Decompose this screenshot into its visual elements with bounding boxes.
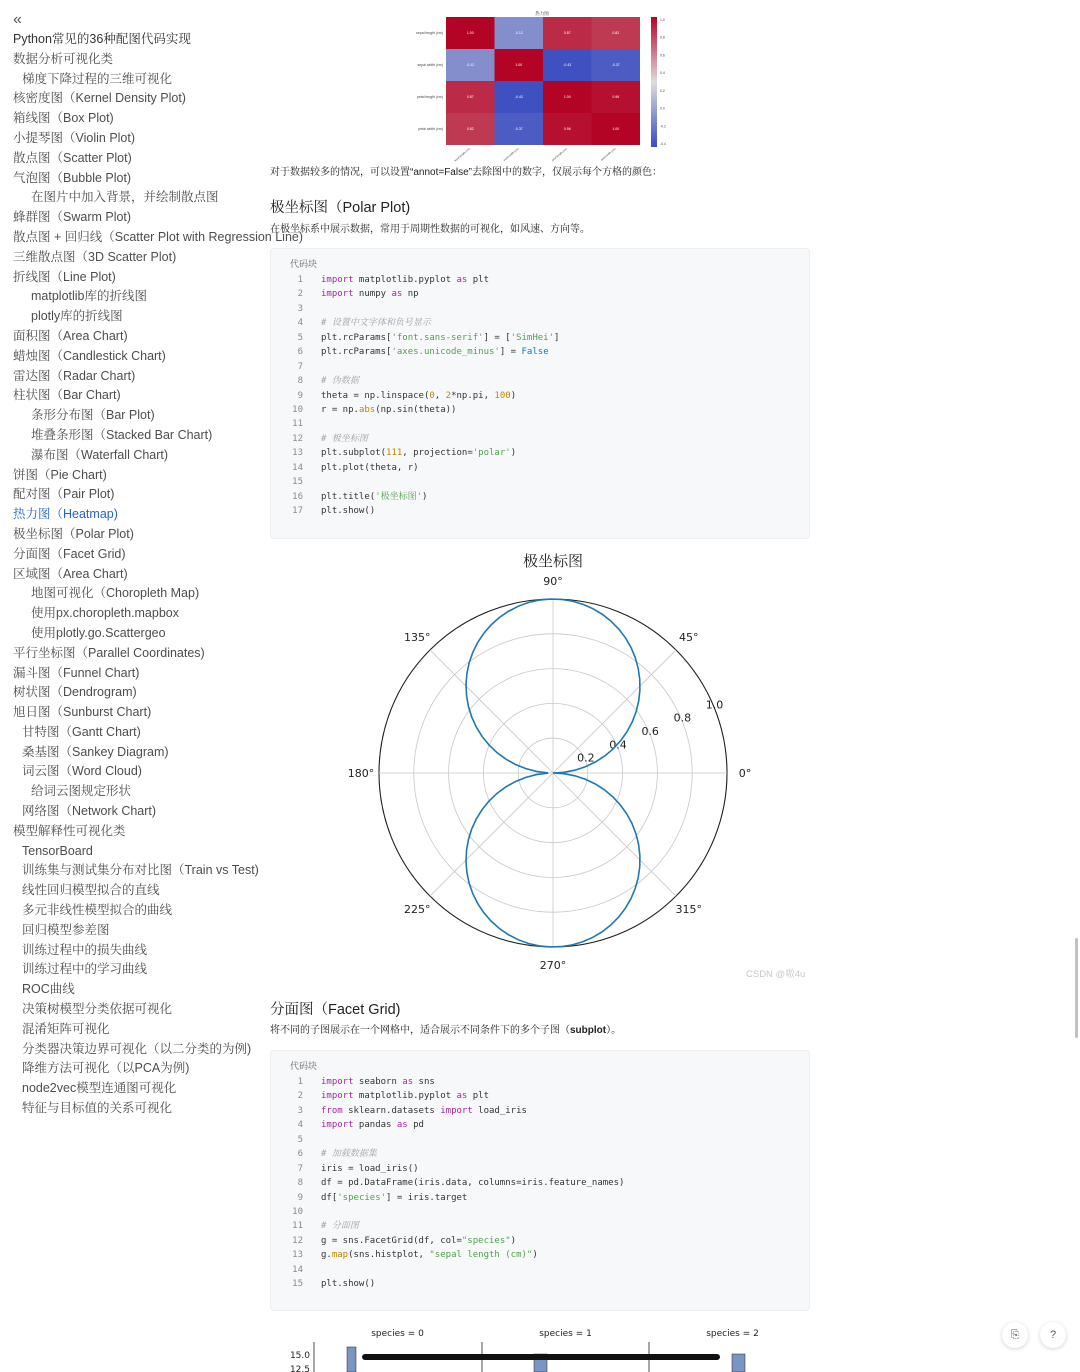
line-number: 11 (292, 419, 303, 430)
heatmap-cell-label: -0.37 (611, 63, 620, 67)
polar-radial-tick: 0.8 (673, 711, 692, 725)
line-number: 10 (292, 1206, 303, 1217)
toc-item[interactable]: 桑基图（Sankey Diagram) (22, 744, 169, 759)
colorbar-tick-label: 0.6 (660, 53, 665, 58)
line-number: 11 (292, 1221, 303, 1232)
polar-chart (330, 545, 770, 985)
code-line (287, 1133, 809, 1147)
line-number: 1 (297, 1077, 303, 1087)
line-number: 13 (292, 1250, 303, 1261)
heatmap-cell-label: -0.12 (466, 63, 475, 67)
toc-item[interactable]: 决策树模型分类依据可视化 (22, 1002, 173, 1017)
code-token: ) (532, 1250, 538, 1261)
heatmap-cell-label: -0.37 (514, 127, 523, 131)
polar-angle-label: 315° (675, 902, 703, 916)
toc-item[interactable]: 饼图（Pie Chart) (13, 467, 107, 482)
toc-item[interactable]: 网络图（Network Chart) (22, 804, 157, 819)
code-token: as (391, 289, 403, 300)
heatmap-colorbar (651, 17, 657, 147)
code-token: theta = np.linspace( (321, 390, 430, 401)
toc-item[interactable]: 甘特图（Gantt Chart) (22, 724, 141, 739)
code-token: 'SimHei' (510, 332, 555, 343)
colorbar-tick-label: 1.0 (660, 18, 665, 22)
line-number: 9 (297, 390, 303, 401)
code-token: sklearn.datasets (342, 1105, 441, 1116)
line-number: 8 (297, 1178, 303, 1189)
heatmap-cell-label: 0.96 (563, 127, 571, 131)
code-token: seaborn (353, 1077, 403, 1087)
toc-item[interactable]: 使用px.choropleth.mapbox (31, 606, 179, 621)
toc-item[interactable]: 箱线图（Box Plot) (13, 111, 114, 126)
toc-item[interactable]: 面积图（Area Chart) (13, 328, 128, 343)
copy-icon[interactable]: ⎘ (1002, 1322, 1028, 1348)
code-line (287, 374, 809, 388)
toc-item[interactable]: 训练过程中的损失曲线 (22, 942, 148, 957)
heatmap-cell-label: 0.87 (563, 31, 571, 35)
code-line (287, 461, 809, 475)
line-number: 15 (292, 477, 303, 488)
code-token: map (331, 1250, 349, 1261)
polar-chart-title: 极坐标图 (522, 552, 584, 570)
code-line (287, 331, 809, 345)
heatmap-col-label: sepal width (cm) (502, 147, 520, 162)
code-token: ) (510, 448, 517, 459)
polar-description: 在极坐标系中展示数据，常用于周期性数据的可视化，如风速、方向等。 (270, 224, 590, 235)
toc-item[interactable]: 在图片中加入背景，并绘制散点图 (31, 190, 219, 205)
line-number: 12 (292, 433, 303, 444)
code-token: as (396, 1120, 408, 1131)
code-line (287, 389, 809, 403)
article-content (270, 0, 810, 1372)
facet-panel-title: species = 2 (706, 1329, 759, 1339)
code-line (287, 1248, 809, 1262)
code-token: numpy (353, 289, 392, 300)
polar-angle-gridline (430, 650, 553, 773)
help-icon[interactable]: ? (1040, 1322, 1066, 1348)
toc-item[interactable]: TensorBoard (22, 843, 93, 858)
toc-item[interactable]: 词云图（Word Cloud) (22, 764, 142, 779)
code-line (287, 1263, 809, 1277)
facet-panel-title: species = 1 (539, 1329, 592, 1339)
code-line (287, 1089, 809, 1103)
toc-item[interactable]: 漏斗图（Funnel Chart) (13, 665, 140, 680)
line-number: 16 (292, 491, 303, 502)
toc-item[interactable]: 散点图 + 回归线（Scatter Plot with Regression Line) (13, 229, 304, 244)
code-token: , (434, 390, 446, 401)
line-number: 3 (297, 303, 303, 314)
polar-radial-tick: 0.6 (641, 725, 659, 739)
page-scrollbar-thumb[interactable] (1075, 938, 1078, 1038)
line-number: 2 (297, 1091, 303, 1102)
code-token: as (456, 275, 468, 285)
facet-panel-title: species = 0 (371, 1329, 424, 1339)
heatmap-note: 对于数据较多的情况，可以设置“annot=False”去除图中的数字，仅展示每个方格的颜色： (270, 167, 662, 178)
code-token: '极坐标图' (375, 491, 423, 502)
toc-item[interactable]: 给词云图规定形状 (31, 784, 132, 799)
code-token: # 分面图 (321, 1221, 359, 1232)
facet-desc-end: ）。 (606, 1025, 622, 1036)
toc-item[interactable]: 配对图（Pair Plot) (13, 487, 115, 502)
toc-item[interactable]: 使用plotly.go.Scattergeo (31, 625, 166, 640)
colorbar-tick-label: 0.4 (660, 71, 665, 76)
line-number: 5 (297, 332, 303, 343)
code-token: *np.pi, (451, 390, 495, 401)
code-token: plt (467, 1091, 489, 1102)
toc-item[interactable]: 数据分析可视化类 (13, 51, 114, 66)
code-token: # 伪数据 (321, 376, 359, 387)
code-token: np (402, 289, 419, 300)
colorbar-tick-label: 0.2 (660, 88, 665, 93)
heatmap-row-label: sepal length (cm) (416, 31, 443, 35)
line-number: 4 (297, 318, 303, 329)
code-token: 'axes.unicode_minus' (391, 347, 500, 358)
code-line (287, 1277, 809, 1291)
polar-radial-tick: 0.2 (577, 751, 595, 765)
facet-code-block[interactable] (270, 1050, 810, 1311)
code-token: 0 (429, 390, 435, 401)
code-block-label: 代码块 (290, 1061, 318, 1071)
toc-item[interactable]: 模型解释性可视化类 (13, 823, 126, 838)
code-line (287, 1075, 809, 1089)
code-token: "sepal length (cm)" (429, 1250, 533, 1261)
line-number: 1 (297, 275, 303, 285)
toc-item[interactable]: 分面图（Facet Grid) (13, 546, 126, 561)
code-line (287, 432, 809, 446)
code-token: 2 (445, 390, 452, 401)
line-number: 14 (292, 462, 303, 473)
code-token: (np.sin(theta)) (375, 404, 457, 415)
toc-item[interactable]: node2vec模型连通图可视化 (22, 1081, 177, 1096)
code-token: "species" (461, 1235, 511, 1246)
csdn-watermark: CSDN @嗷4u (746, 969, 806, 980)
code-line (287, 273, 809, 287)
colorbar-tick-label: -0.4 (660, 142, 666, 146)
code-line (287, 316, 809, 330)
toc-item[interactable]: 梯度下降过程的三维可视化 (22, 71, 173, 86)
code-line (287, 1176, 809, 1190)
code-token: ) (510, 390, 517, 401)
code-token: , projection= (402, 448, 473, 459)
code-token: import (321, 275, 354, 285)
toc-item[interactable]: 雷达图（Radar Chart) (13, 368, 136, 383)
line-number: 7 (297, 361, 303, 372)
line-number: 12 (292, 1235, 303, 1246)
code-line (287, 475, 809, 489)
code-line (287, 504, 809, 518)
toc-item[interactable]: 散点图（Scatter Plot) (13, 150, 132, 165)
facet-desc-text: 将不同的子图展示在一个网格中，适合展示不同条件下的多个子图（ (270, 1025, 570, 1036)
code-line (287, 1118, 809, 1132)
code-token: pandas (353, 1120, 397, 1131)
code-token: import (321, 1077, 354, 1087)
toc-item[interactable]: 核密度图（Kernel Density Plot) (13, 91, 186, 106)
polar-angle-label: 45° (679, 631, 699, 645)
line-number: 3 (297, 1105, 303, 1116)
code-token: plt.show() (321, 1279, 376, 1290)
code-line (287, 403, 809, 417)
code-token: plt.rcParams[ (321, 347, 392, 358)
heatmap-cell-label: -0.12 (514, 31, 523, 35)
heatmap-cell-label: 1.00 (563, 95, 571, 99)
code-line (287, 446, 809, 460)
line-number: 5 (297, 1134, 303, 1145)
line-number: 9 (297, 1192, 303, 1203)
code-token: False (521, 347, 549, 358)
toc-item[interactable]: 气泡图（Bubble Plot) (13, 170, 132, 185)
code-token: iris = load_iris() (321, 1163, 419, 1174)
heatmap-row-label: petal length (cm) (416, 95, 443, 99)
code-token: r = np. (321, 404, 359, 415)
code-token: ) (510, 1235, 517, 1246)
line-number: 14 (292, 1264, 303, 1275)
heatmap-col-label: petal width (cm) (600, 147, 617, 162)
toc-item[interactable]: matplotlib库的折线图 (31, 289, 147, 304)
code-token: g. (321, 1250, 332, 1261)
code-token: matplotlib.pyplot (353, 1091, 457, 1102)
facet-bar (732, 1354, 745, 1372)
code-line (287, 345, 809, 359)
code-token: abs (358, 404, 376, 415)
heatmap-col-label: petal length (cm) (551, 147, 568, 163)
heatmap-row-label: petal width (cm) (418, 127, 443, 131)
heatmap-cell-label: 1.00 (515, 63, 523, 67)
line-number: 2 (297, 289, 303, 300)
collapse-sidebar-icon[interactable]: « (13, 11, 22, 28)
code-lines[interactable] (271, 273, 809, 518)
code-line (287, 1205, 809, 1219)
code-line (287, 490, 809, 504)
toc-item[interactable]: 树状图（Dendrogram) (13, 685, 137, 700)
line-number: 7 (297, 1163, 303, 1174)
polar-radial-tick: 1.0 (705, 698, 724, 712)
toc-item[interactable]: 训练过程中的学习曲线 (22, 962, 148, 977)
code-block-label: 代码块 (290, 259, 318, 269)
facet-description (270, 1023, 621, 1039)
toc-item[interactable]: 折线图（Line Plot) (13, 269, 116, 284)
toc-item[interactable]: 条形分布图（Bar Plot) (31, 408, 155, 423)
toc-item[interactable]: 回归模型参差图 (22, 922, 110, 937)
line-number: 10 (292, 404, 303, 415)
code-token: # 加载数据集 (321, 1149, 377, 1160)
code-token: plt.title( (321, 491, 376, 502)
polar-angle-label: 225° (403, 902, 431, 916)
code-token: g = sns.FacetGrid(df, col= (321, 1235, 462, 1246)
code-token: load_iris (472, 1105, 527, 1116)
toc-item[interactable]: 三维散点图（3D Scatter Plot) (13, 249, 177, 264)
colorbar-tick-label: 0.0 (660, 106, 665, 111)
code-token: df = pd.DataFrame(iris.data, columns=iris.feature_names) (321, 1178, 625, 1189)
heatmap-cell-label: -0.43 (563, 63, 572, 67)
code-token: as (456, 1091, 468, 1102)
code-token: pd (407, 1120, 424, 1131)
toc-item[interactable]: Python常见的36种配图代码实现 (13, 32, 191, 46)
line-number: 13 (292, 448, 303, 459)
toc-item[interactable]: 热力图（Heatmap) (13, 507, 118, 522)
colorbar-tick-label: -0.2 (660, 124, 666, 129)
code-token: ) (422, 491, 428, 502)
code-line (287, 1147, 809, 1161)
line-number: 17 (292, 506, 303, 516)
toc-item[interactable]: 训练集与测试集分布对比图（Train vs Test) (22, 863, 259, 878)
code-token: df[ (321, 1192, 338, 1203)
code-line (287, 1219, 809, 1233)
code-token: from (321, 1105, 343, 1116)
heatmap-figure (400, 6, 670, 163)
line-number: 4 (297, 1120, 303, 1131)
code-token: (sns.histplot, (348, 1250, 430, 1261)
toc-item[interactable]: 特征与目标值的关系可视化 (22, 1101, 173, 1116)
heatmap-cell-label: 1.00 (466, 31, 474, 35)
code-token: as (402, 1077, 414, 1087)
heatmap-cell-label: 0.87 (466, 95, 474, 99)
toc-item[interactable]: 区域图（Area Chart) (13, 566, 128, 581)
code-token: ] = [ (483, 332, 511, 343)
code-line (287, 360, 809, 374)
toc-item[interactable]: 降维方法可视化（以PCA为例) (22, 1061, 190, 1076)
facet-heading: 分面图（Facet Grid) (270, 1002, 401, 1018)
toc-item[interactable]: 混淆矩阵可视化 (22, 1021, 110, 1036)
code-token: 100 (494, 390, 511, 401)
toc-item[interactable]: 旭日图（Sunburst Chart) (13, 705, 152, 720)
heatmap-cell-label: 0.82 (466, 127, 474, 131)
code-token: ] = (499, 347, 522, 358)
toc-item[interactable]: 线性回归模型拟合的直线 (22, 883, 160, 898)
polar-angle-label: 270° (539, 959, 567, 972)
polar-angle-gridline (553, 773, 676, 896)
code-token: plt.show() (321, 506, 376, 516)
code-line (287, 287, 809, 301)
toc-item[interactable]: plotly库的折线图 (31, 309, 123, 324)
heatmap-cell-label: 0.82 (612, 31, 620, 35)
code-token: ] (554, 332, 560, 343)
facet-bar (347, 1347, 356, 1372)
polar-code-block[interactable] (270, 248, 810, 539)
heatmap-cell-label: -0.43 (514, 95, 523, 99)
polar-angle-gridline (553, 650, 676, 773)
code-line (287, 1104, 809, 1118)
heatmap-title: 热力图 (535, 11, 549, 16)
toc-item[interactable]: 柱状图（Bar Chart) (13, 388, 121, 403)
code-token: # 极坐标图 (321, 433, 368, 444)
code-token: plt (467, 275, 489, 285)
toc-item[interactable]: 多元非线性模型拟合的曲线 (22, 903, 173, 918)
code-token: plt.subplot( (321, 448, 387, 459)
code-line (287, 1162, 809, 1176)
code-token: 'polar' (472, 448, 511, 459)
toc-item[interactable]: 蜡烛图（Candlestick Chart) (13, 348, 166, 363)
code-line (287, 1191, 809, 1205)
polar-angle-label: 0° (738, 767, 752, 780)
heatmap-col-label: sepal length (cm) (453, 147, 471, 163)
toc-item[interactable]: ROC曲线 (22, 982, 75, 997)
code-token: import (321, 1120, 354, 1131)
polar-angle-label: 90° (543, 575, 563, 588)
polar-angle-gridline (430, 773, 553, 896)
code-token: ] = iris.target (386, 1192, 468, 1203)
line-number: 6 (297, 1149, 303, 1160)
toc-item[interactable]: 瀑布图（Waterfall Chart) (31, 447, 169, 462)
code-token: 'font.sans-serif' (391, 332, 484, 343)
code-token: import (440, 1105, 473, 1116)
polar-radial-tick: 0.4 (609, 738, 627, 752)
code-token: plt.rcParams[ (321, 332, 392, 343)
toc-item[interactable]: 地图可视化（Choropleth Map) (31, 586, 200, 601)
toc-item[interactable]: 分类器决策边界可视化（以二分类的为例) (22, 1041, 252, 1056)
toc-item[interactable]: 蜂群图（Swarm Plot) (13, 210, 132, 225)
line-number: 6 (297, 347, 303, 358)
polar-heading: 极坐标图（Polar Plot) (270, 200, 411, 216)
code-token: 111 (386, 448, 403, 459)
code-line (287, 302, 809, 316)
code-token: import (321, 1091, 354, 1102)
code-token: sns (413, 1077, 435, 1087)
heatmap-row-label: sepal width (cm) (417, 63, 443, 67)
line-number: 15 (292, 1279, 303, 1290)
polar-angle-label: 135° (403, 631, 431, 645)
code-token: matplotlib.pyplot (353, 275, 457, 285)
facet-chart (270, 1320, 810, 1372)
toc-item[interactable]: 极坐标图（Polar Plot) (13, 526, 134, 541)
facet-y-tick: 12.5 (289, 1365, 310, 1372)
toc-item[interactable]: 堆叠条形图（Stacked Bar Chart) (31, 427, 213, 442)
code-lines[interactable] (271, 1075, 809, 1292)
code-token: import (321, 289, 354, 300)
colorbar-tick-label: 0.8 (660, 35, 665, 40)
horizontal-scrollbar-thumb[interactable] (362, 1354, 720, 1360)
code-line (287, 1234, 809, 1248)
facet-desc-bold: subplot (570, 1025, 607, 1036)
code-token: # 设置中文字体和负号显示 (321, 318, 431, 329)
line-number: 8 (297, 376, 303, 387)
toc-item[interactable]: 小提琴图（Violin Plot) (13, 130, 136, 145)
heatmap-cell-label: 0.96 (612, 95, 620, 99)
code-line (287, 417, 809, 431)
polar-angle-label: 180° (347, 767, 375, 780)
heatmap-cell-label: 1.00 (612, 127, 620, 131)
toc-item[interactable]: 平行坐标图（Parallel Coordinates) (13, 645, 205, 660)
code-token: 'species' (337, 1192, 387, 1203)
facet-y-tick: 15.0 (289, 1351, 310, 1361)
code-token: plt.plot(theta, r) (321, 462, 419, 473)
